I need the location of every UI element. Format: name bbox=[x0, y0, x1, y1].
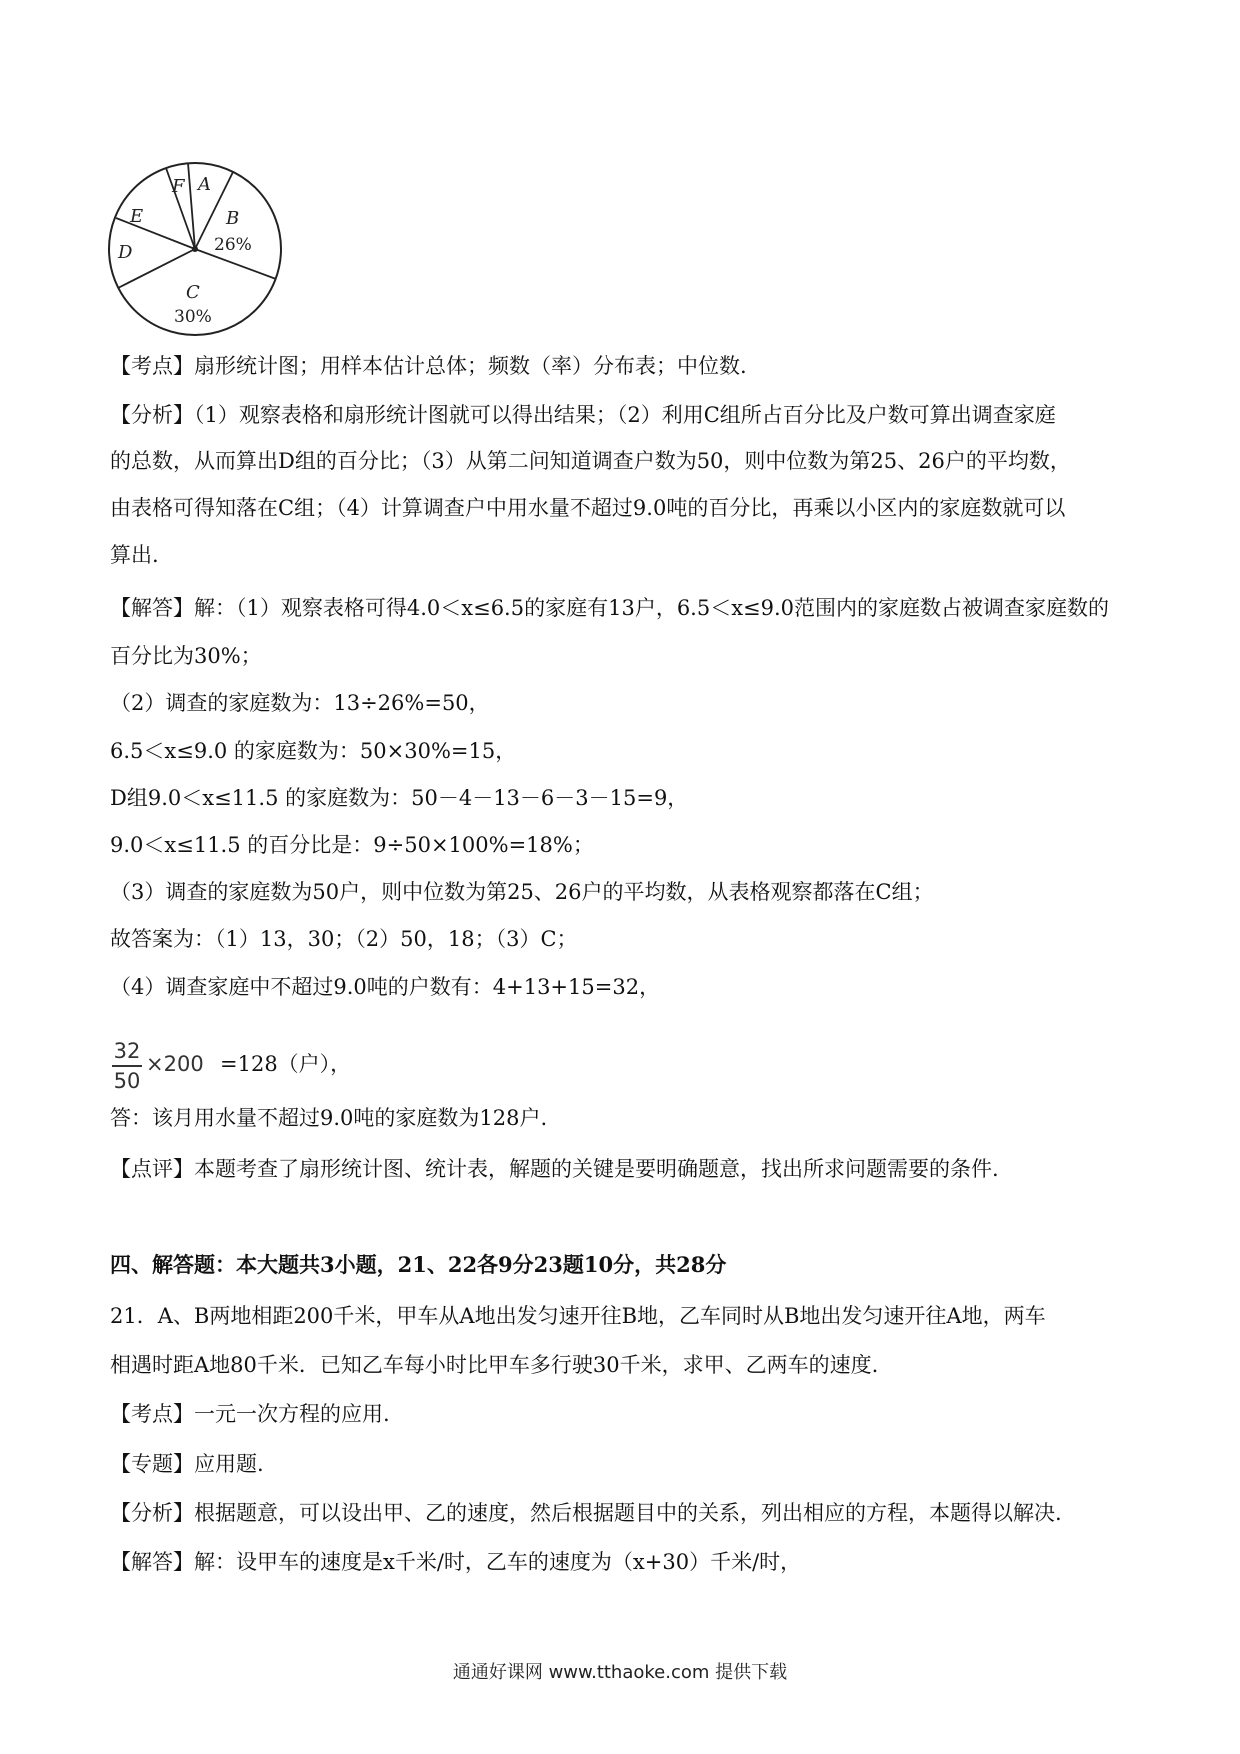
text-line: （4）调查家庭中不超过9.0吨的户数有：4+13+15=32， bbox=[110, 975, 661, 999]
pie-chart bbox=[106, 160, 284, 338]
text-line: D组9.0＜x≤11.5 的家庭数为：50－4－13－6－3－15=9， bbox=[110, 786, 689, 810]
section-heading: 四、解答题：本大题共3小题，21、22各9分23题10分，共28分 bbox=[110, 1252, 727, 1277]
text-line: 【解答】解：（1）观察表格可得4.0＜x≤6.5的家庭有13户，6.5＜x≤9.0范围内的家庭数占被调查家庭数的 bbox=[110, 596, 1110, 620]
text-line: 【考点】扇形统计图；用样本估计总体；频数（率）分布表；中位数. bbox=[110, 354, 747, 378]
text-line: 【点评】本题考查了扇形统计图、统计表，解题的关键是要明确题意，找出所求问题需要的条件. bbox=[110, 1157, 999, 1181]
text-line: （2）调查的家庭数为：13÷26%=50， bbox=[110, 691, 490, 715]
text-line: （3）调查的家庭数为50户，则中位数为第25、26户的平均数，从表格观察都落在C组； bbox=[110, 880, 934, 904]
text-line: 【考点】一元一次方程的应用. bbox=[110, 1402, 390, 1426]
fraction-denominator: 50 bbox=[113, 1069, 141, 1093]
text-line: 故答案为：（1）13，30；（2）50，18；（3）C； bbox=[110, 927, 578, 951]
text-line: 相遇时距A地80千米．已知乙车每小时比甲车多行驶30千米，求甲、乙两车的速度. bbox=[110, 1353, 879, 1377]
fraction bbox=[112, 1038, 142, 1094]
text-line: 6.5＜x≤9.0 的家庭数为：50×30%=15， bbox=[110, 739, 517, 763]
text-line: 的总数，从而算出D组的百分比；（3）从第二问知道调查户数为50，则中位数为第25、26户的平均数， bbox=[110, 449, 1071, 473]
text-line: 21．A、B两地相距200千米，甲车从A地出发匀速开往B地，乙车同时从B地出发匀速开往A地，两车 bbox=[110, 1304, 1046, 1328]
page-footer: 通通好课网 www.tthaoke.com 提供下载 bbox=[452, 1662, 788, 1683]
text-line: 由表格可得知落在C组；（4）计算调查户中用水量不超过9.0吨的百分比，再乘以小区内的家庭数就可以 bbox=[110, 496, 1066, 520]
text-line: =128（户）， bbox=[220, 1052, 352, 1076]
pie-label-b-percent: 26% bbox=[214, 235, 252, 255]
fraction-bar bbox=[112, 1065, 142, 1067]
text-line: 9.0＜x≤11.5 的百分比是：9÷50×100%=18%； bbox=[110, 833, 594, 857]
fraction-numerator: 32 bbox=[113, 1039, 141, 1063]
fraction-multiplier: ×200 bbox=[146, 1052, 204, 1076]
pie-label-b: B bbox=[226, 208, 240, 229]
text-line: 答：该月用水量不超过9.0吨的家庭数为128户. bbox=[110, 1106, 548, 1130]
pie-center-dot bbox=[192, 246, 198, 252]
pie-label-c: C bbox=[186, 282, 200, 303]
text-line: 【分析】根据题意，可以设出甲、乙的速度，然后根据题目中的关系，列出相应的方程，本题得以解决. bbox=[110, 1501, 1062, 1525]
text-line: 【解答】解：设甲车的速度是x千米/时，乙车的速度为（x+30）千米/时， bbox=[110, 1550, 802, 1574]
text-line: 百分比为30%； bbox=[110, 644, 262, 668]
pie-label-f: F bbox=[172, 176, 185, 197]
text-line: 算出. bbox=[110, 543, 159, 567]
text-line: 【专题】应用题. bbox=[110, 1452, 264, 1476]
pie-label-e: E bbox=[130, 206, 144, 227]
pie-label-a: A bbox=[198, 174, 211, 195]
text-line: 【分析】（1）观察表格和扇形统计图就可以得出结果；（2）利用C组所占百分比及户数可算出调查家庭 bbox=[110, 403, 1056, 427]
pie-label-d: D bbox=[118, 242, 133, 263]
pie-label-c-percent: 30% bbox=[174, 307, 212, 327]
